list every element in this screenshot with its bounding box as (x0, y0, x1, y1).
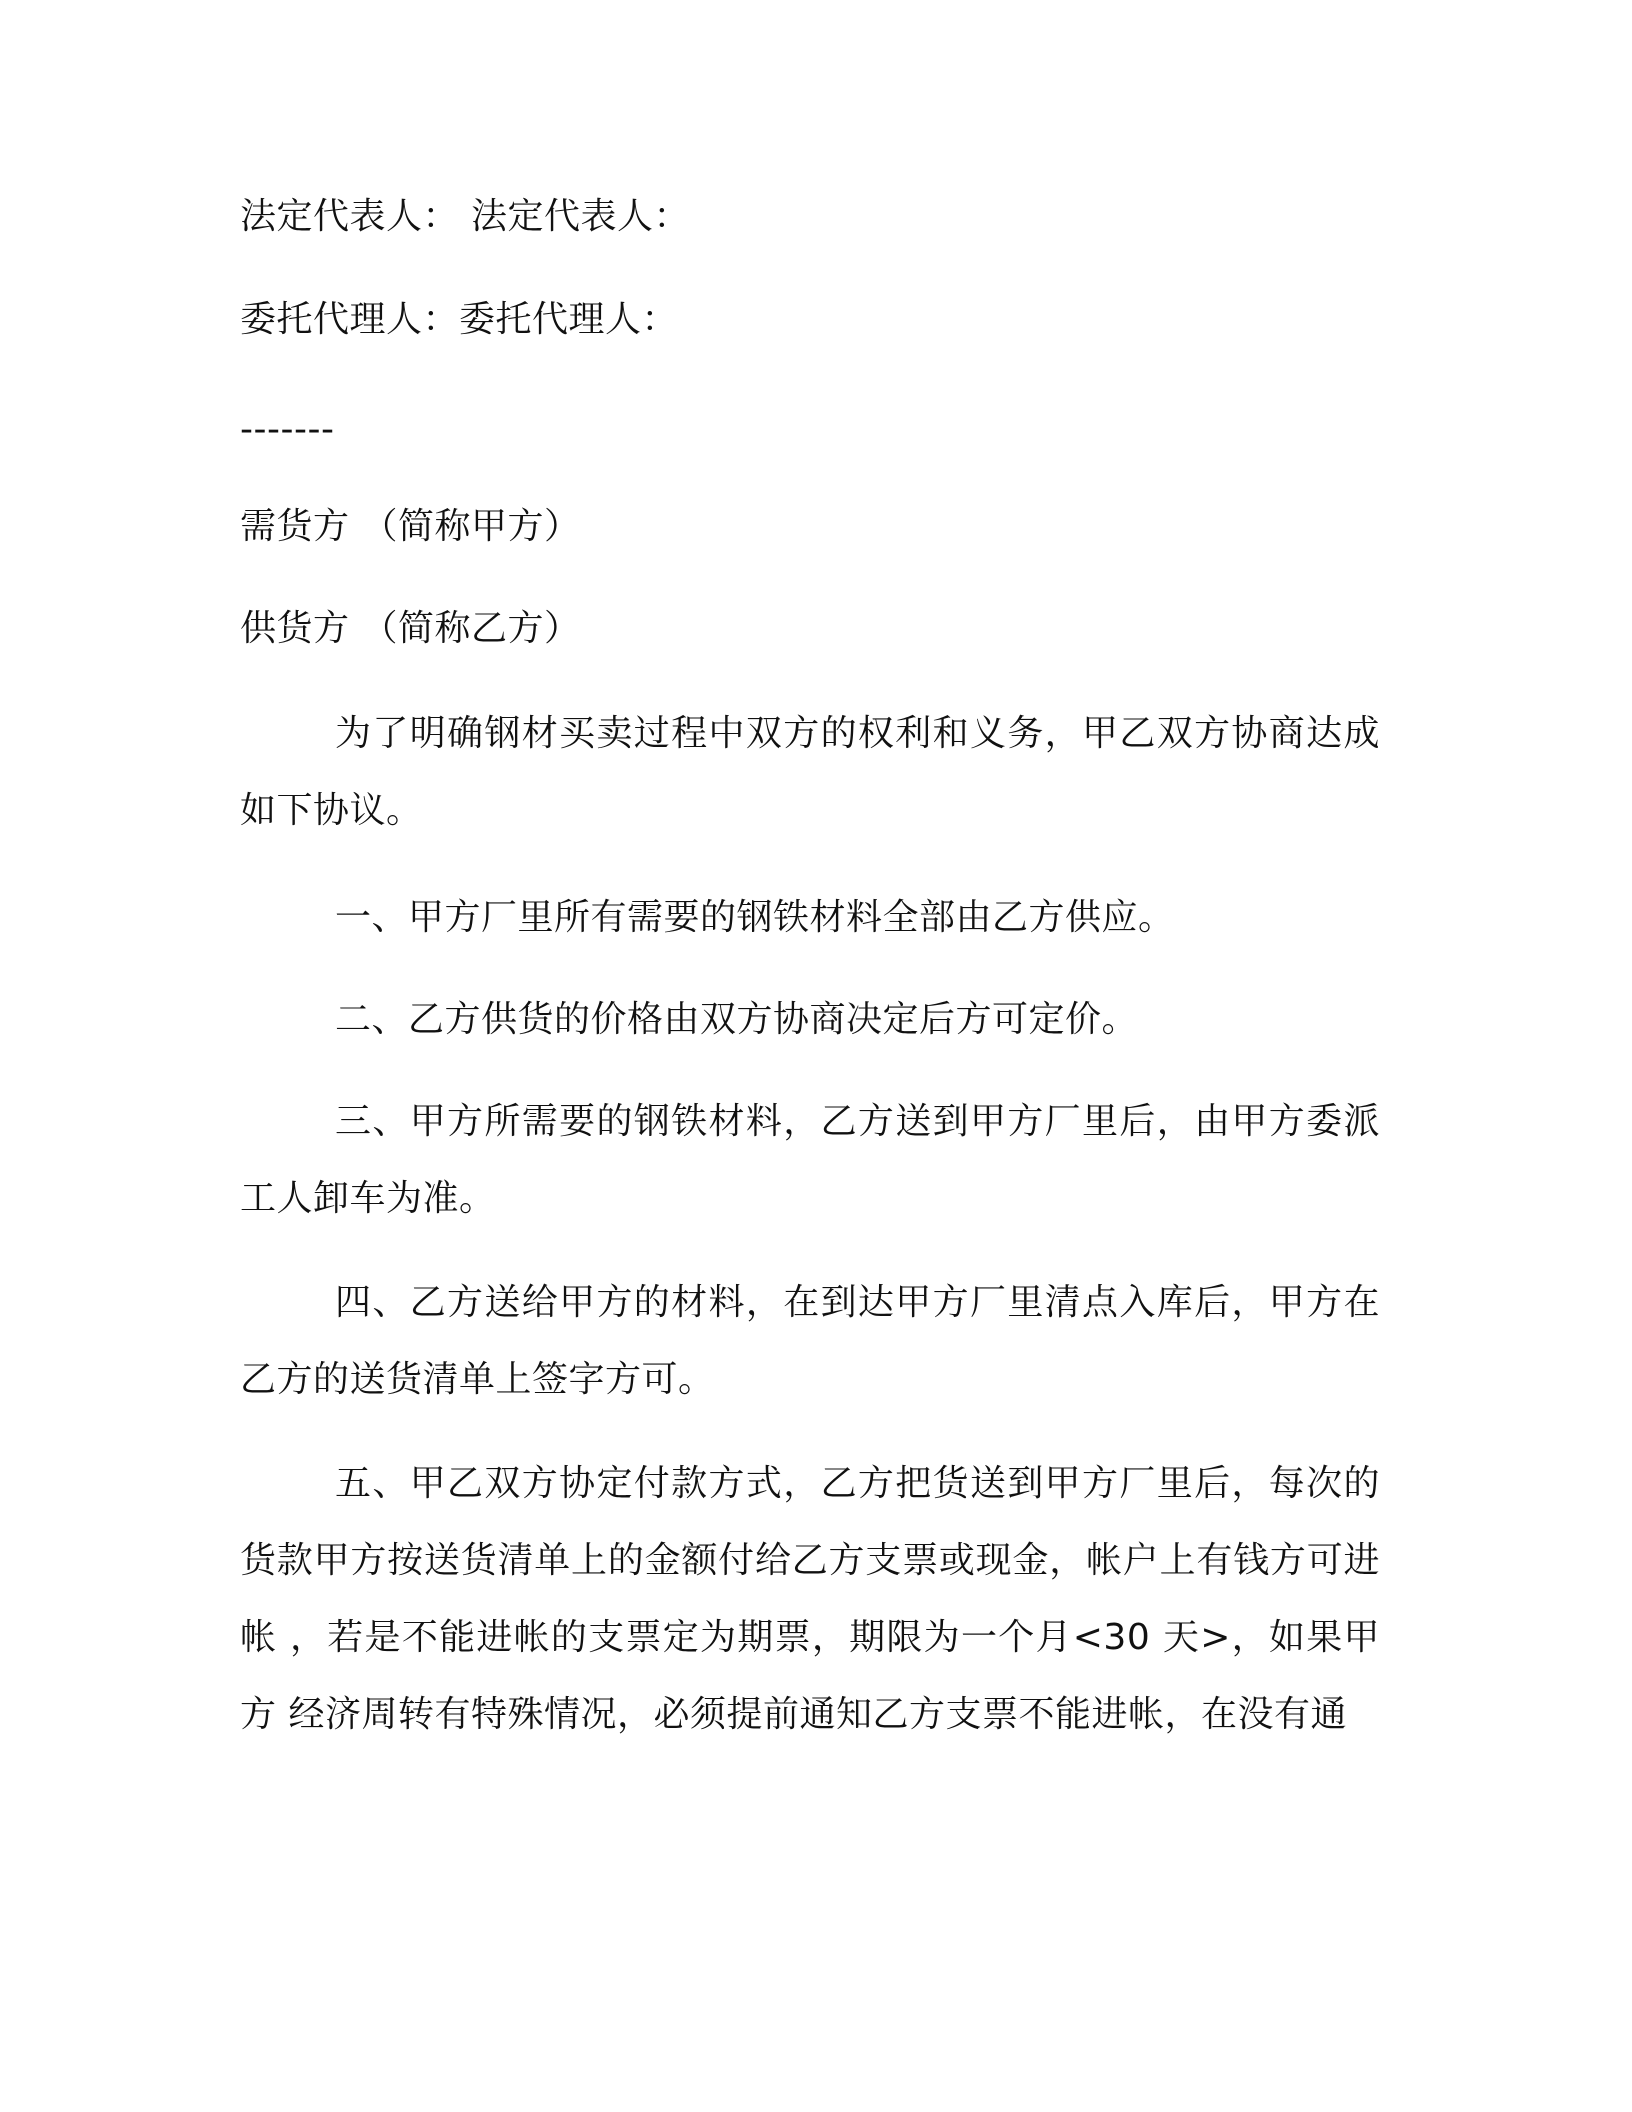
clause-four: 四、乙方送给甲方的材料，在到达甲方厂里清点入库后，甲方在乙方的送货清单上签字方可。 (240, 1282, 1380, 1400)
clause-one: 一、甲方厂里所有需要的钢铁材料全部由乙方供应。 (335, 897, 1175, 938)
clause-two: 二、乙方供货的价格由双方协商决定后方可定价。 (335, 999, 1139, 1040)
supplier-party-line: 供货方 （简称乙方） (240, 608, 581, 649)
separator-line: ------- (240, 409, 335, 450)
legal-representative-line: 法定代表人： 法定代表人： (240, 196, 690, 237)
authorized-agent-line: 委托代理人：委托代理人： (240, 299, 679, 340)
buyer-party-line: 需货方 （简称甲方） (240, 506, 581, 547)
intro-paragraph: 为了明确钢材买卖过程中双方的权利和义务，甲乙双方协商达成如下协议。 (240, 713, 1380, 831)
clause-three: 三、甲方所需要的钢铁材料，乙方送到甲方厂里后，由甲方委派工人卸车为准。 (240, 1101, 1380, 1219)
clause-five: 五、甲乙双方协定付款方式，乙方把货送到甲方厂里后，每次的货款甲方按送货清单上的金额付给乙方支票或现金，帐户上有钱方可进帐 ，若是不能进帐的支票定为期票，期限为一个月<30 天>，如果甲方 经济周转有特殊情况，必须提前通知乙方支票不能进帐，在没有通 (240, 1463, 1380, 1735)
